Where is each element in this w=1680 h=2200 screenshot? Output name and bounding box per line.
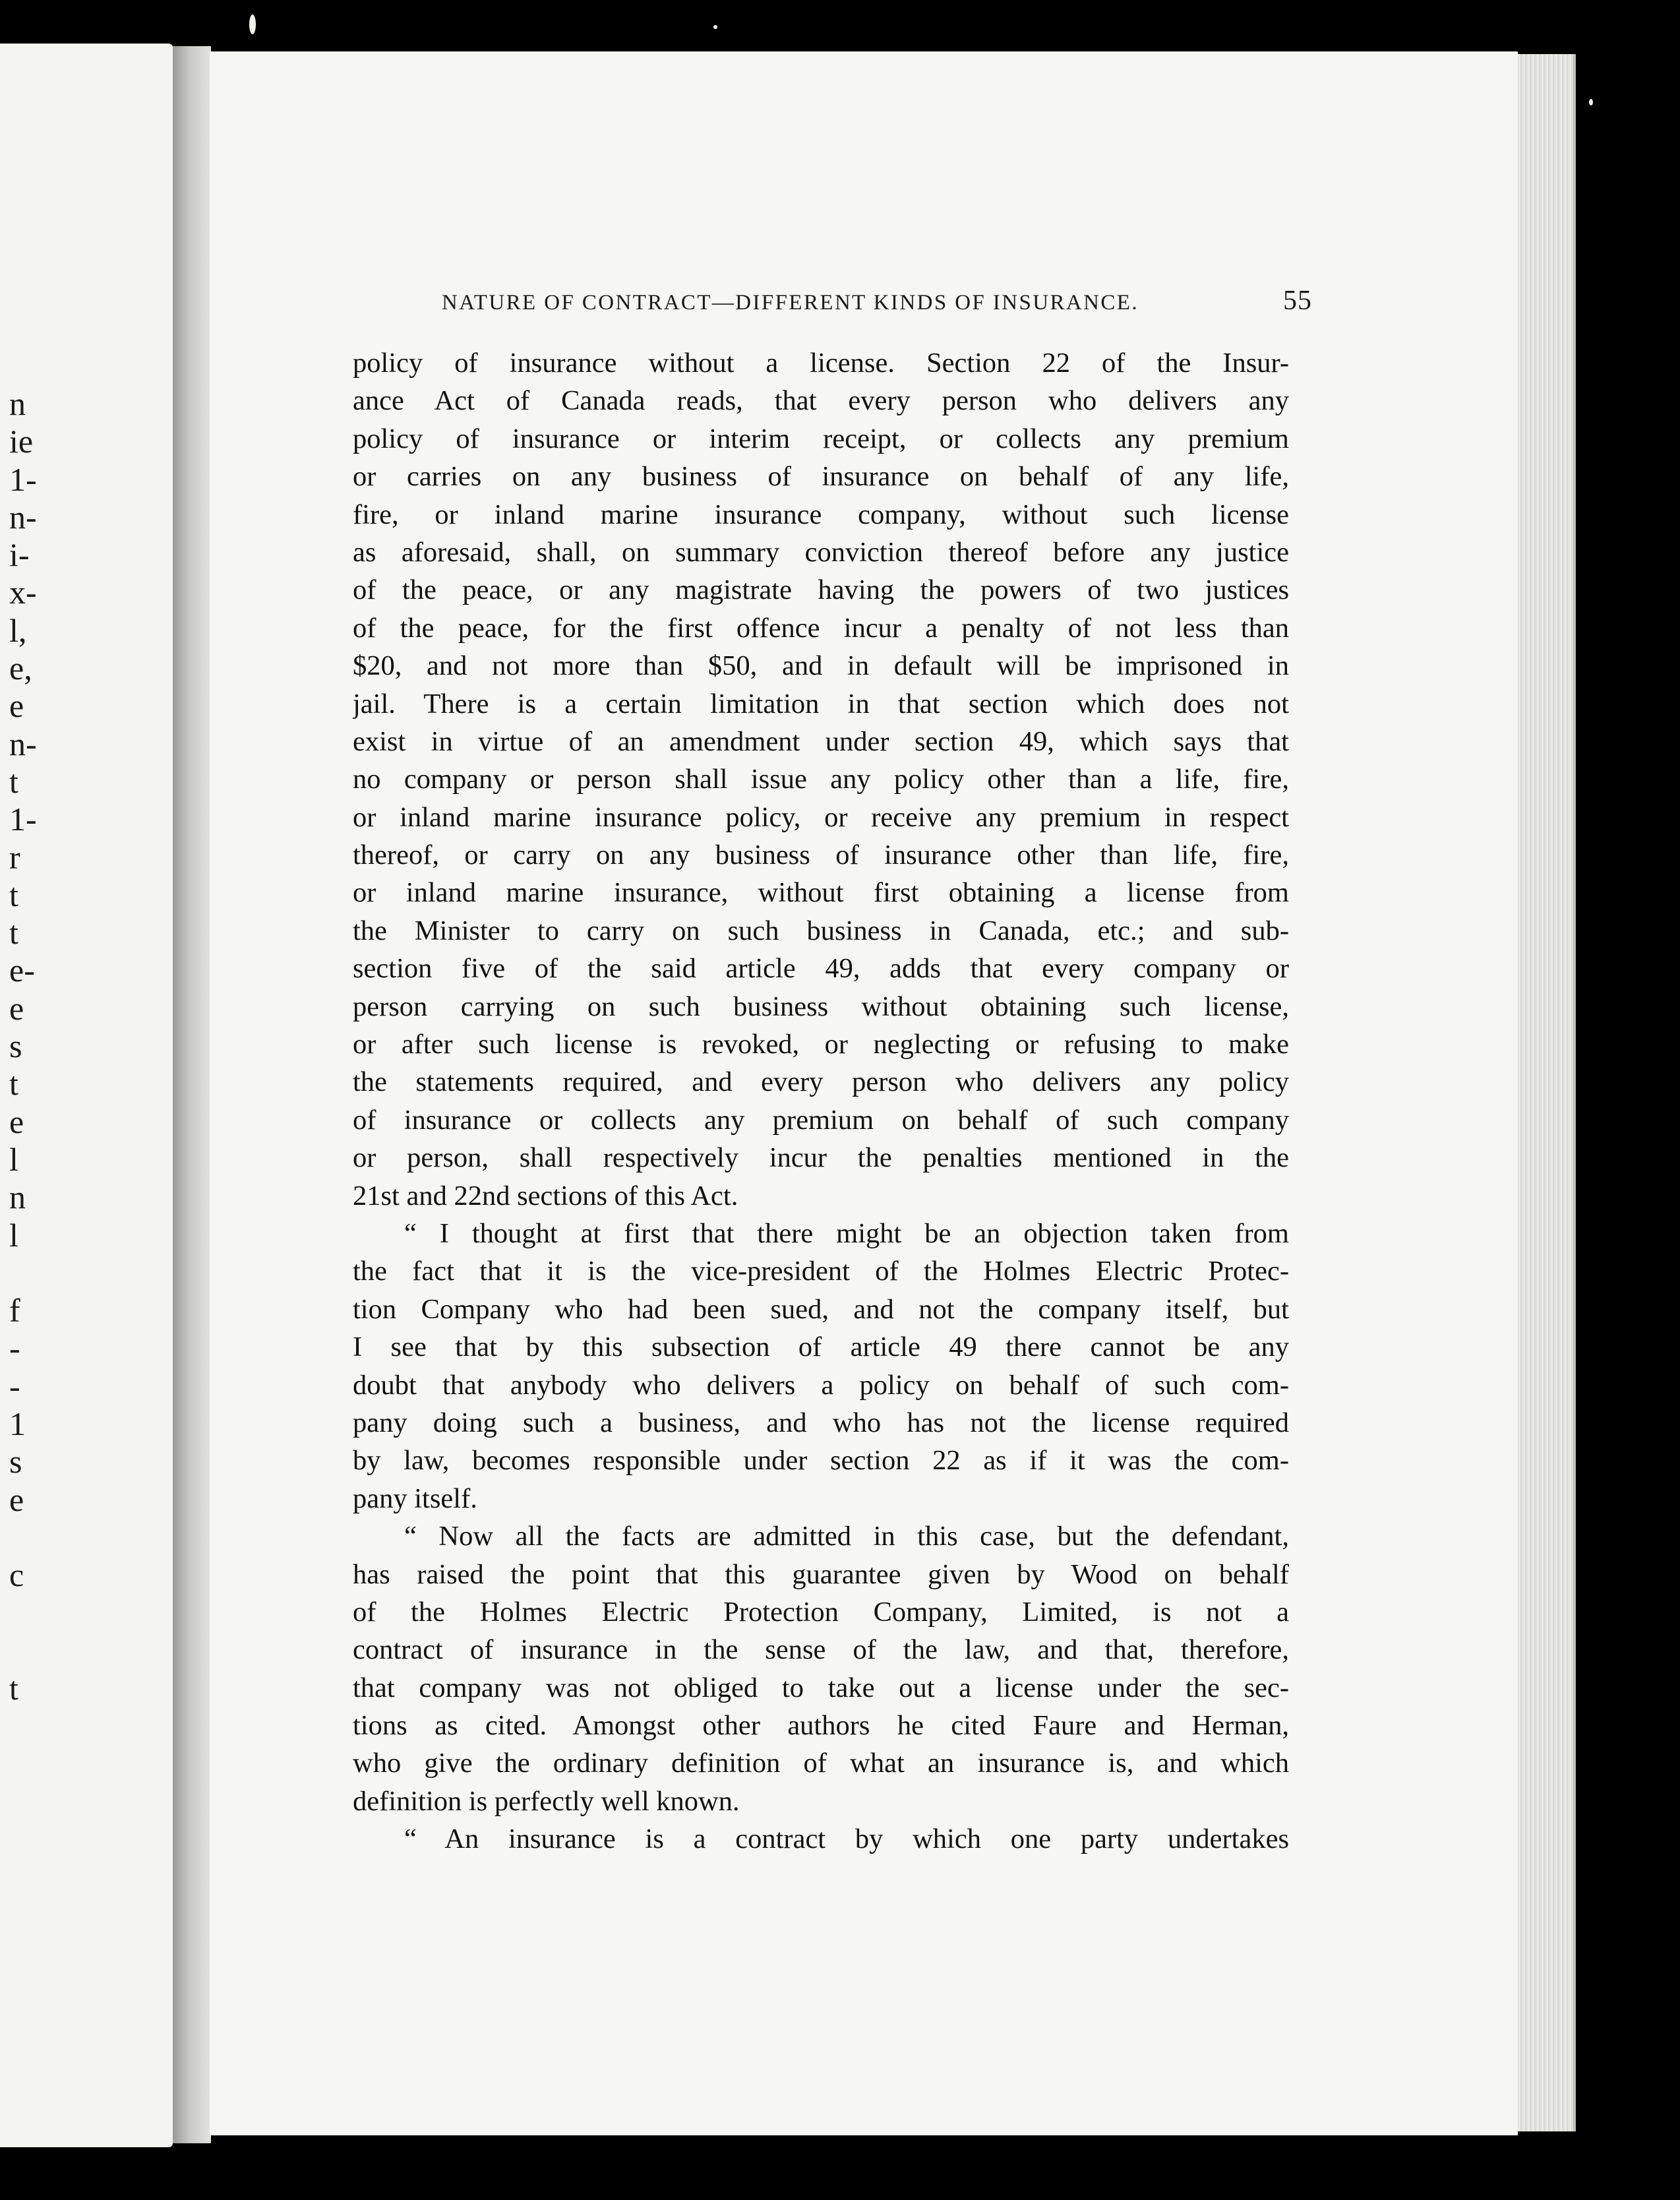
facing-page-fragment: s <box>9 1443 22 1481</box>
text-line: as aforesaid, shall, on summary conviction thereof before any justice <box>353 536 1289 568</box>
running-head: NATURE OF CONTRACT—DIFFERENT KINDS OF INSURANCE. <box>442 291 1139 315</box>
facing-page-fragment: - <box>9 1367 20 1405</box>
facing-page-fragment: 1- <box>9 460 37 498</box>
facing-page-fragment: e <box>9 989 24 1027</box>
text-line: “ An insurance is a contract by which one party undertakes <box>404 1823 1289 1855</box>
facing-page-fragment: e, <box>9 650 32 687</box>
text-line: the fact that it is the vice-president of the Holmes Electric Protec- <box>353 1256 1289 1287</box>
text-line: who give the ordinary definition of what an insurance is, and which <box>353 1748 1289 1779</box>
page-number: 55 <box>1283 286 1312 316</box>
facing-page-fragment <box>9 1632 69 1670</box>
facing-page-line-endings <box>9 385 69 1707</box>
facing-page-fragment: 1 <box>9 1405 26 1443</box>
facing-page-fragment: l, <box>9 611 27 649</box>
facing-page-fragment: t <box>9 762 18 800</box>
text-line: of the Holmes Electric Protection Company, Limited, is not a <box>353 1596 1289 1628</box>
facing-page-fragment: n <box>9 1178 26 1216</box>
text-line: pany itself. <box>353 1482 477 1514</box>
text-line: has raised the point that this guarantee given by Wood on behalf <box>353 1558 1289 1590</box>
text-line: that company was not obliged to take out a license under the sec- <box>353 1672 1289 1703</box>
facing-page-fragment <box>9 1519 69 1556</box>
facing-page-fragment: - <box>9 1329 20 1367</box>
facing-page-left <box>0 44 173 2147</box>
facing-page-fragment: 1- <box>9 801 37 838</box>
text-line: doubt that anybody who delivers a policy on behalf of such com- <box>353 1369 1289 1401</box>
text-line: or person, shall respectively incur the penalties mentioned in the <box>353 1142 1289 1174</box>
text-line: of the peace, or any magistrate having the powers of two justices <box>353 574 1289 606</box>
text-line: pany doing such a business, and who has not the license required <box>353 1407 1289 1438</box>
facing-page-fragment: n- <box>9 498 37 535</box>
text-line: “ I thought at first that there might be an objection taken from <box>404 1217 1289 1249</box>
text-line: the statements required, and every person who delivers any policy <box>353 1066 1289 1098</box>
text-line: no company or person shall issue any policy other than a life, fire, <box>353 764 1289 795</box>
page-block-edge <box>1518 54 1576 2131</box>
facing-page-fragment: c <box>9 1556 24 1594</box>
text-line: of the peace, for the first offence incur a penalty of not less than <box>353 612 1289 644</box>
text-line: policy of insurance without a license. Section 22 of the Insur- <box>353 348 1289 379</box>
text-line: policy of insurance or interim receipt, or collects any premium <box>353 423 1289 454</box>
facing-page-fragment: t <box>9 914 18 952</box>
text-line: or after such license is revoked, or neglecting or refusing to make <box>353 1029 1289 1060</box>
facing-page-fragment <box>9 1595 69 1632</box>
facing-page-fragment: l <box>9 1140 18 1178</box>
facing-page-fragment: s <box>9 1027 22 1065</box>
facing-page-fragment: e <box>9 687 24 725</box>
facing-page-fragment: r <box>9 838 20 876</box>
facing-page-fragment: t <box>9 1065 18 1103</box>
text-line: or inland marine insurance, without first obtaining a license from <box>353 877 1289 909</box>
text-line: $20, and not more than $50, and in default will be imprisoned in <box>353 650 1289 682</box>
facing-page-fragment: n <box>9 385 26 422</box>
facing-page-fragment <box>9 1254 69 1292</box>
text-line: exist in virtue of an amendment under section 49, which says that <box>353 725 1289 757</box>
text-line: tions as cited. Amongst other authors he cited Faure and Herman, <box>353 1710 1289 1742</box>
facing-page-fragment: t <box>9 876 18 913</box>
facing-page-fragment: e- <box>9 952 35 989</box>
facing-page-fragment: i- <box>9 536 30 574</box>
facing-page-fragment: n- <box>9 725 37 762</box>
text-line: “ Now all the facts are admitted in this case, but the defendant, <box>404 1521 1289 1552</box>
text-line: definition is perfectly well known. <box>353 1785 740 1817</box>
facing-page-fragment: f <box>9 1292 20 1329</box>
facing-page-fragment: e <box>9 1103 24 1140</box>
text-line: I see that by this subsection of article 49 there cannot be any <box>353 1331 1289 1363</box>
facing-page-fragment: l <box>9 1216 18 1254</box>
text-line: fire, or inland marine insurance company, without such license <box>353 499 1289 530</box>
text-line: tion Company who had been sued, and not the company itself, but <box>353 1293 1289 1325</box>
book-gutter <box>173 46 211 2143</box>
text-line: person carrying on such business without obtaining such license, <box>353 991 1289 1022</box>
text-line: jail. There is a certain limitation in that section which does not <box>353 688 1289 719</box>
text-line: or inland marine insurance policy, or receive any premium in respect <box>353 801 1289 833</box>
facing-page-fragment: e <box>9 1481 24 1518</box>
text-line: or carries on any business of insurance on behalf of any life, <box>353 461 1289 493</box>
scan-speck <box>713 25 717 29</box>
scan-speck <box>1589 99 1593 106</box>
text-line: of insurance or collects any premium on behalf of such company <box>353 1104 1289 1136</box>
page-body-text <box>353 344 1289 1858</box>
text-line: section five of the said article 49, adds that every company or <box>353 953 1289 985</box>
facing-page-fragment: t <box>9 1670 18 1707</box>
facing-page-fragment: x- <box>9 574 37 611</box>
scan-speck <box>249 15 256 34</box>
facing-page-fragment: ie <box>9 423 34 460</box>
text-line: thereof, or carry on any business of insurance other than life, fire, <box>353 840 1289 871</box>
text-line: by law, becomes responsible under section 22 as if it was the com- <box>353 1445 1289 1477</box>
text-line: contract of insurance in the sense of the law, and that, therefore, <box>353 1634 1289 1666</box>
text-line: 21st and 22nd sections of this Act. <box>353 1180 738 1211</box>
text-line: the Minister to carry on such business in Canada, etc.; and sub- <box>353 915 1289 946</box>
page-header <box>442 285 1312 324</box>
text-line: ance Act of Canada reads, that every person who delivers any <box>353 385 1289 417</box>
